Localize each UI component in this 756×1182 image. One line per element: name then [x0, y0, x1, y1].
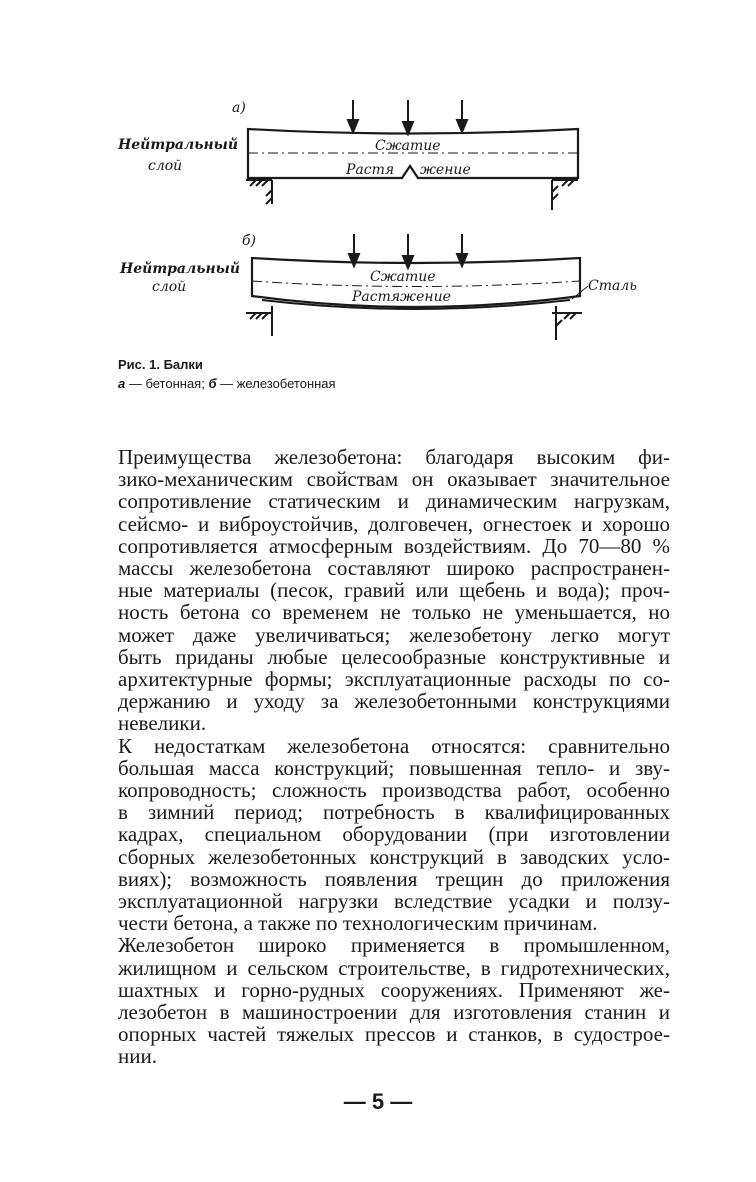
text-line: может даже увеличиваться; железобетону легко могут [118, 622, 670, 647]
text-line: чести бетона, а также по технологическим причинам. [118, 911, 598, 936]
fig-a-tension-left: Растя [346, 162, 395, 178]
beam-diagrams [0, 0, 756, 350]
fig-a-load-arrows [348, 100, 467, 134]
text-line: сборных железобетонных конструкций в заводских усло- [118, 844, 670, 869]
figure-caption [118, 355, 336, 393]
fig-a-supports [246, 180, 578, 210]
fig-b-steel-label: Сталь [588, 278, 637, 294]
fig-b-compression: Сжатие [370, 269, 436, 285]
text-line: большая масса конструкций; повышенная тепло- и зву- [118, 755, 670, 780]
text-line: в зимний период; потребность в квалифицированных [118, 800, 670, 825]
fig-b-tension: Растяжение [352, 289, 451, 305]
text-line: К недостаткам железобетона относятся: сравнительно [118, 733, 670, 758]
page-number: — 5 — [343, 1089, 413, 1114]
caption-a-text: — бетонная; [125, 376, 209, 391]
caption-title: Рис. 1. Балки [118, 357, 203, 372]
text-line: быть приданы любые целесообразные конструктивные и [118, 644, 670, 669]
text-line: лезобетон в машиностроении для изготовления станин и [118, 1000, 670, 1025]
fig-b-neutral-label-1: Нейтральный [120, 261, 241, 277]
fig-a-compression: Сжатие [375, 138, 441, 154]
caption-legend [118, 374, 336, 393]
fig-a-neutral-label-2: слой [148, 158, 183, 174]
caption-a-letter: а [118, 376, 126, 391]
text-line: сопротивление статическим и динамическим нагрузкам, [118, 489, 670, 514]
caption-b-text: — железобетонная [216, 376, 336, 391]
fig-a-neutral-label-1: Нейтральный [118, 137, 239, 153]
body-text [118, 446, 670, 1068]
text-line: сейсмо- и виброустойчив, долговечен, огнестоек и хорошо [118, 511, 670, 536]
text-line: жилищном и сельском строительстве, в гидротехнических, [118, 955, 670, 980]
text-line: ность бетона со временем не только не уменьшается, но [118, 600, 670, 625]
fig-a-label: а) [232, 100, 246, 116]
text-line: Преимущества железобетона: благодаря высоким фи- [118, 445, 670, 469]
figure-beams [0, 0, 756, 400]
fig-b-label: б) [242, 233, 257, 249]
text-line: архитектурные формы; эксплуатационные расходы по со- [118, 667, 670, 692]
text-line: невелики. [118, 711, 207, 736]
caption-b-letter: б [208, 376, 217, 391]
fig-b-supports [246, 306, 582, 340]
fig-a-tension-right: жение [420, 162, 471, 178]
text-line: эксплуатационной нагрузки вследствие усадки и ползу- [118, 889, 670, 914]
text-line: ные материалы (песок, гравий или щебень и вода); проч- [118, 578, 670, 603]
text-line: кадрах, специальном оборудовании (при изготовлении [118, 822, 670, 847]
text-line: нии. [118, 1044, 157, 1069]
text-line: опорных частей тяжелых прессов и станков, в судострое- [118, 1022, 670, 1047]
text-line: держанию и уходу за железобетонными конструкциями [118, 689, 670, 714]
text-line: зико-механическим свойствам он оказывает значительное [118, 467, 670, 492]
text-line: сопротивляется атмосферным воздействиям. До 70—80 % [118, 533, 670, 558]
text-line: виях); возможность появления трещин до приложения [118, 866, 670, 891]
text-line: шахтных и горно-рудных сооружениях. Применяют же- [118, 977, 670, 1002]
text-line: Железобетон широко применяется в промышленном, [118, 933, 670, 958]
text-line: копроводность; сложность производства работ, особенно [118, 778, 670, 803]
text-line: массы железобетона составляют широко распространен- [118, 556, 670, 581]
fig-b-neutral-label-2: слой [152, 279, 187, 295]
